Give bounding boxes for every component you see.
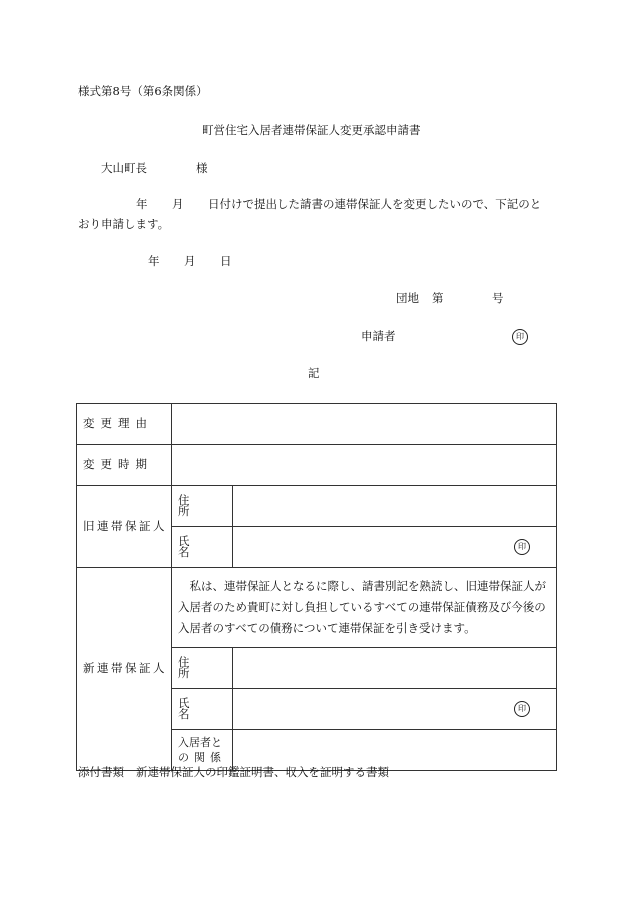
- date-month: 月: [184, 254, 196, 268]
- addressee-honorific: 様: [196, 161, 208, 175]
- new-guarantor-label: 新連帯保証人: [83, 661, 167, 676]
- seal-icon: 印: [514, 701, 530, 717]
- form-number: 様式第8号（第6条関係）: [78, 84, 208, 98]
- new-address-field[interactable]: [233, 648, 557, 689]
- intro-text-line2: おり申請します。: [78, 217, 170, 231]
- old-address-label: 住所: [178, 492, 208, 518]
- pledge-text: 私は、連帯保証人となるに際し、請書別記を熟読し、旧連帯保証人が入居者のため貴町に対し負担しているすべての連帯保証債務及び今後の入居者のすべての債務について連帯保証を引き受けます。: [172, 568, 557, 648]
- date-year: 年: [148, 254, 160, 268]
- new-address-label: 住所: [178, 654, 208, 680]
- new-name-field[interactable]: [233, 689, 557, 730]
- relation-label-line2: の関係: [178, 751, 226, 764]
- time-row: [77, 445, 557, 486]
- seal-icon: 印: [512, 329, 528, 345]
- application-table: [76, 403, 557, 771]
- intro-month: 月: [172, 197, 184, 211]
- reason-label: 変更理由: [83, 416, 153, 431]
- new-name-label: 氏名: [178, 695, 208, 721]
- applicant-label: 申請者: [361, 329, 396, 343]
- addressee-name: 大山町長: [101, 161, 147, 175]
- time-label: 変更時期: [83, 457, 153, 472]
- relation-label-line1: 入居者と: [178, 736, 222, 749]
- time-field[interactable]: [172, 445, 557, 486]
- old-name-label: 氏名: [178, 533, 208, 559]
- old-address-field[interactable]: [233, 486, 557, 527]
- danchi-label: 団地: [396, 291, 419, 305]
- seal-icon: 印: [514, 539, 530, 555]
- intro-text: 日付けで提出した請書の連帯保証人を変更したいので、下記のと: [208, 197, 542, 211]
- old-name-field[interactable]: [233, 527, 557, 568]
- document-title: 町営住宅入居者連帯保証人変更承認申請書: [202, 123, 421, 137]
- attachments-text: 新連帯保証人の印鑑証明書、収入を証明する書類: [136, 765, 389, 779]
- intro-year: 年: [136, 197, 148, 211]
- old-guarantor-label: 旧連帯保証人: [83, 518, 167, 533]
- attachments-label: 添付書類: [78, 765, 124, 779]
- danchi-dai: 第: [432, 291, 444, 305]
- danchi-go: 号: [492, 291, 504, 305]
- reason-row: [77, 404, 557, 445]
- reason-field[interactable]: [172, 404, 557, 445]
- old-address-row: [77, 486, 557, 527]
- ki-heading: 記: [308, 366, 320, 380]
- pledge-row: [77, 568, 557, 648]
- date-day: 日: [220, 254, 232, 268]
